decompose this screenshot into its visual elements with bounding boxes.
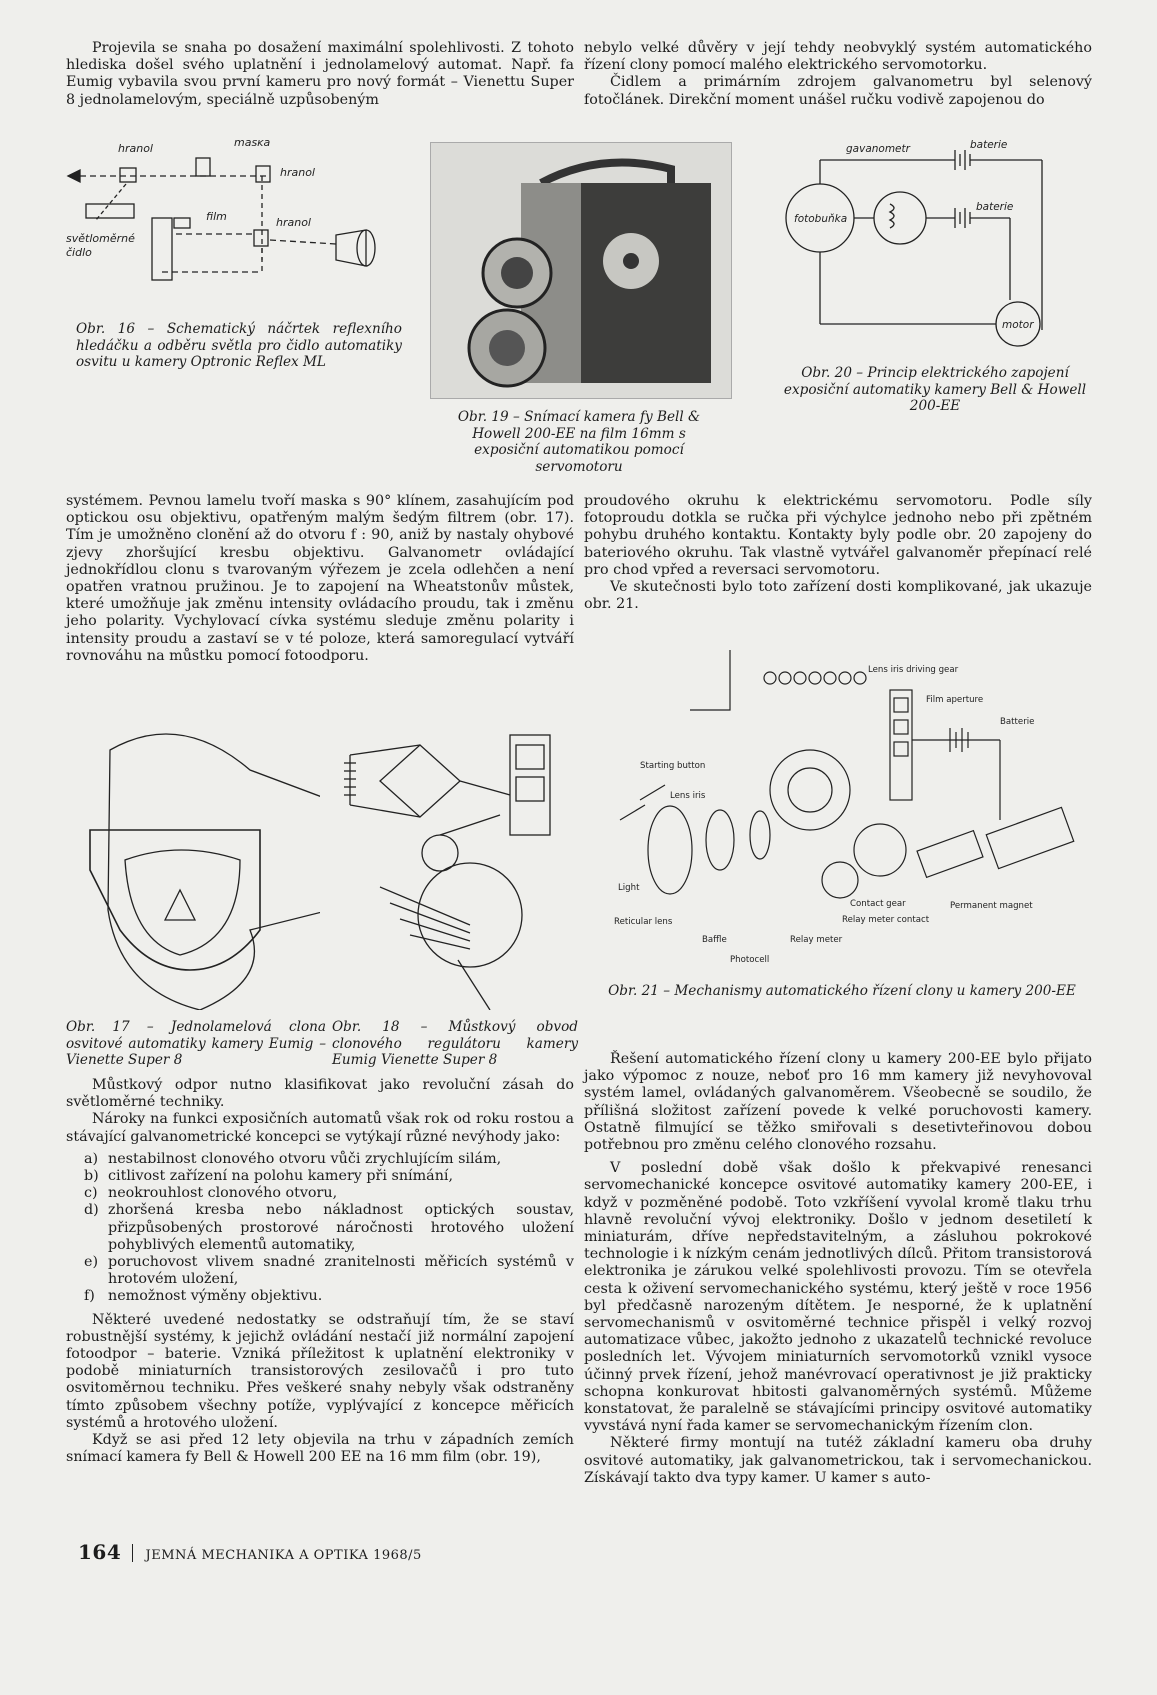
paragraph: nebylo velké důvěry v její tehdy neobvyklý systém automatického řízení clony pomocí malého elektrického servomotorku.	[584, 40, 1092, 74]
left-lower-text	[66, 1077, 574, 1466]
page-footer	[78, 1540, 422, 1564]
paragraph: Projevila se snaha po dosažení maximální spolehlivosti. Z tohoto hlediska došel svého uplatnění i jednolamelový automat. Např. fa Eumig vybavila svou první kameru pro nový formát – Vienettu Super 8 jednolamelovým, speciálně uzpůsobeným	[66, 40, 574, 108]
label-fotobunka: fotobuňka	[794, 213, 848, 225]
single-blade-diaphragm	[80, 710, 320, 1010]
label-cidlo-2: čidlo	[66, 246, 92, 259]
paragraph: proudového okruhu k elektrickému servomotoru. Podle síly fotoproudu dotkla se ručka při výchylce jednoho nebo při zpětném pohybu druhého kontaktu. Kontakty byly podle obr. 20 zapojeny do bateriového okruhu. Tak vlastně vytvářel galvanoměr přepínací relé pro chod vpřed a reversaci servomotoru.	[584, 493, 1092, 578]
figure-16-diagram	[66, 140, 406, 305]
paragraph: Můstkový odpor nutno klasifikovat jako revoluční zásah do světloměrné techniky.	[66, 1077, 574, 1111]
paragraph: systémem. Pevnou lamelu tvoří maska s 90° klínem, zasahujícím pod optickou osu objektivu, opatřeným malým šedým filtrem (obr. 17). Tím je umožněno clonění až do otvoru f : 90, aniž by nastaly ohybové zjevy zhoršující kresbu objektivu. Galvanometr ovládající jednokřídlou clonu s tvarovaným výřezem je zcela odlehčen a není opatřen vratnou pružinou. Je to zapojení na Wheatstonův můstek, které umožňuje jak změnu intensity ovládacího proudu, tak i změnu jeho polarity. Vychylovací cívka systému sleduje změnu polarity i intensity proudu a zastaví se v té poloze, která samoregulací vytváří rovnováhu na můstku pomocí fotoodporu.	[66, 493, 574, 664]
label-relay-meter-contact: Relay meter contact	[842, 915, 930, 925]
label-contact-gear: Contact gear	[850, 899, 906, 909]
label-batterie: Batterie	[1000, 717, 1035, 727]
label-photocell: Photocell	[730, 955, 770, 965]
figure-17-caption: Obr. 17 – Jednolamelová clona osvitové automatiky kamery Eumig – Vienette Super 8	[66, 1019, 326, 1068]
right-continued-paragraphs	[584, 493, 1092, 613]
label-baterie-2: baterie	[976, 201, 1014, 213]
page-number: 164	[78, 1540, 122, 1564]
figure-19-photo	[430, 142, 732, 399]
paragraph: Řešení automatického řízení clony u kamery 200-EE bylo přijato jako výpomoc z nouze, neboť pro 16 mm kamery již nevyhovoval systém lamel, ovládaných galvanoměrem. Všeobecně se soudilo, že přílišná složitost zařízení povede k velké poruchovosti kamery. Ostatně filmující se těžko smiřovali s desetivteřinovou dobou potřebnou pro změnu celého clonového rozsahu.	[584, 1051, 1092, 1154]
list-item: c) neokrouhlost clonového otvoru,	[84, 1185, 338, 1202]
label-maska: maska	[234, 140, 271, 149]
label-lens-iris-gear: Lens iris driving gear	[868, 665, 959, 675]
paragraph: Nároky na funkci exposičních automatů však rok od roku rostou a stávající galvanometrické koncepci se vytýkají různé nevýhody jako:	[66, 1111, 574, 1145]
bridge-circuit-diagram	[340, 715, 590, 1010]
label-film-aperture: Film aperture	[926, 695, 984, 705]
footer-divider	[132, 1544, 133, 1562]
servo-circuit-schematic	[780, 140, 1100, 350]
figure-20-caption: Obr. 20 – Princip elektrického zapojení exposiční automatiky kamery Bell & Howell 200-EE	[783, 365, 1087, 414]
label-baterie-1: baterie	[970, 140, 1008, 151]
paragraph: Některé firmy montují na tutéž základní kameru oba druhy osvitové automatiky, jak galvanometrickou, tak i servomechanickou. Získávají takto dva typy kamer. U kamer s auto-	[584, 1435, 1092, 1486]
left-top-paragraph	[66, 40, 574, 109]
figure-18-caption: Obr. 18 – Můstkový obvod clonového regulátoru kamery Eumig Vienette Super 8	[332, 1019, 578, 1068]
paragraph: Když se asi před 12 lety objevila na trhu v západních zemích snímací kamera fy Bell & Howell 200 EE na 16 mm film (obr. 19),	[66, 1432, 574, 1466]
figure-17-diagram	[80, 710, 320, 1010]
figure-18-diagram	[340, 715, 590, 1010]
label-baffle: Baffle	[702, 935, 727, 945]
label-film: film	[206, 210, 227, 223]
reflex-viewfinder-schematic	[66, 140, 406, 305]
list-item: b) citlivost zařízení na polohu kamery při snímání,	[84, 1168, 454, 1185]
figure-20-diagram	[780, 140, 1100, 350]
label-motor: motor	[1002, 319, 1034, 331]
label-lens-iris: Lens iris	[670, 791, 706, 801]
camera-photo-illustration	[431, 143, 731, 398]
drawbacks-list	[66, 1151, 574, 1306]
left-continued-paragraph	[66, 493, 574, 665]
label-relay-meter: Relay meter	[790, 935, 843, 945]
list-item: f) nemožnost výměny objektivu.	[84, 1288, 323, 1305]
right-top-paragraphs	[584, 40, 1092, 109]
label-hranol-2: hranol	[280, 166, 315, 179]
journal-name: JEMNÁ MECHANIKA A OPTIKA 1968/5	[145, 1548, 422, 1563]
figure-21-caption: Obr. 21 – Mechanismy automatického řízení clony u kamery 200-EE	[608, 983, 1076, 999]
label-permanent-magnet: Permanent magnet	[950, 901, 1033, 911]
label-hranol-3: hranol	[276, 216, 311, 229]
list-item: a) nestabilnost clonového otvoru vůči zrychlujícím silám,	[84, 1150, 502, 1167]
paragraph: Některé uvedené nedostatky se odstraňují tím, že se staví robustnější systémy, k jejichž ovládání nestačí již normální zapojení fotoodpor – baterie. Vzniká příležitost k uplatnění elektroniky v podobě miniaturních transistorových zesilovačů i pro tuto osvitoměrnou techniku. Přes veškeré snahy nebyly však odstraněny tímto způsobem všechny potíže, vyplývající z koncepce měřicích systémů a hrotového uložení.	[66, 1311, 574, 1431]
label-cidlo-1: světloměrné	[66, 232, 135, 245]
label-starting-button: Starting button	[640, 761, 706, 771]
paragraph: Čidlem a primárním zdrojem galvanometru byl selenový fotočlánek. Direkční moment unášel ručku vodivě zapojenou do	[584, 74, 1092, 108]
label-galvanometr: gavanometr	[846, 143, 910, 155]
label-hranol-1: hranol	[118, 142, 153, 155]
figure-21-diagram	[610, 650, 1090, 975]
list-item: e) poruchovost vlivem snadné zranitelnosti měřicích systémů v hrotovém uložení,	[84, 1254, 574, 1288]
servo-mechanism-illustration	[610, 650, 1090, 975]
label-reticular-lens: Reticular lens	[614, 917, 673, 927]
paragraph: Ve skutečnosti bylo toto zařízení dosti komplikované, jak ukazuje obr. 21.	[584, 579, 1092, 613]
figure-16-caption: Obr. 16 – Schematický náčrtek reflexního hledáčku a odběru světla pro čidlo automatiky osvitu u kamery Optronic Reflex ML	[76, 321, 402, 370]
figure-19-caption: Obr. 19 – Snímací kamera fy Bell & Howell 200-EE na film 16mm s exposiční automatikou pomocí servomotoru	[457, 409, 701, 475]
list-item: d) zhoršená kresba nebo nákladnost optických soustav, přizpůsobených prostorové náročnosti hrotového uložení pohyblivých elementů automatiky,	[84, 1202, 574, 1253]
paragraph: V poslední době však došlo k překvapivé renesanci servomechanické koncepce osvitové automatiky kamery 200-EE, i když v pozměněné podobě. Toto vzkříšení vyvolal kromě tlaku trhu hlavně revoluční vývoj elektroniky. Došlo v jednom desetiletí k miniaturám, dříve nepředstavitelným, a zásluhou pokrokové technologie i k nízkým cenám jednotlivých dílců. Přitom transistorová elektronika je zárukou velké spolehlivosti provozu. Tím se otevřela cesta k oživení servomechanického systému, který ještě v roce 1956 byl předčasně narozeným dítětem. Je nesporné, že k uplatnění servomechanismů v osvitoměrné technice přispěl i velký rozvoj automatizace vůbec, jakožto jednoho z ukazatelů technické revoluce posledních let. Vývojem miniaturních servomotorků vznikl vysoce účinný prvek řízení, jehož manévrovací operativnost je již prakticky schopna konkurovat hbitosti galvanoměrných systémů. Můžeme konstatovat, že paralelně se stávajícími principy osvitové automatiky vyvstává nyní řada kamer se servomechanickým řízením clon.	[584, 1160, 1092, 1435]
label-light: Light	[618, 883, 640, 893]
right-lower-text	[584, 1051, 1092, 1487]
